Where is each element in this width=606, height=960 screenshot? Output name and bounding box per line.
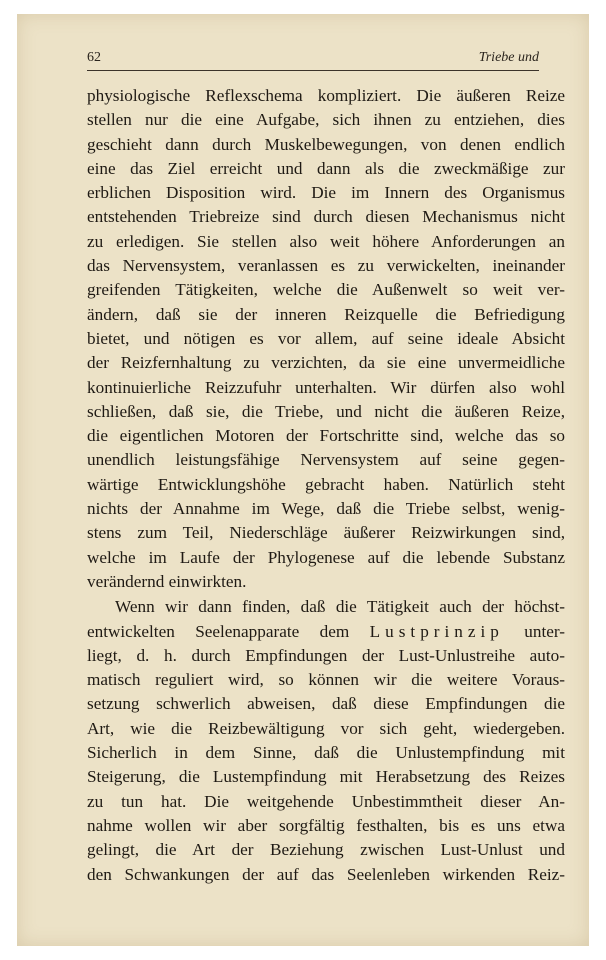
text-line: welche im Laufe der Phylogenese auf die lebende Substanz bbox=[87, 547, 565, 567]
text-line: der Reizfernhaltung zu verzichten, da sie eine unvermeidliche bbox=[87, 353, 565, 373]
text-line: die eigentlichen Motoren der Fortschritte sind, welche das so bbox=[87, 426, 565, 446]
text-line: Wenn wir dann finden, daß die Tätigkeit auch der höchst- bbox=[115, 597, 565, 617]
text-line: verändernd einwirkten. bbox=[87, 571, 247, 591]
text-line: erblichen Disposition wird. Die im Innern des Organismus bbox=[87, 183, 565, 203]
text-line: wärtige Entwicklungshöhe gebracht haben. Natürlich steht bbox=[87, 474, 565, 494]
text-line: entstehenden Triebreize sind durch diesen Mechanismus nicht bbox=[87, 207, 565, 227]
text-line: schließen, daß sie, die Triebe, und nicht die äußeren Reize, bbox=[87, 401, 565, 421]
text-line: Art, wie die Reizbewältigung vor sich geht, wiedergeben. bbox=[87, 718, 565, 738]
text-line: liegt, d. h. durch Empfindungen der Lust-Unlustreihe auto- bbox=[87, 645, 565, 665]
body-text bbox=[87, 84, 565, 887]
text-line-with-term bbox=[87, 620, 565, 644]
text-segment: unter- bbox=[524, 621, 565, 641]
text-line: nahme wollen wir aber sorgfältig festhalten, bis es uns etwa bbox=[87, 815, 565, 835]
text-line: matisch reguliert wird, so können wir die weitere Voraus- bbox=[87, 670, 565, 690]
text-line: ändern, daß sie der inneren Reizquelle die Befriedigung bbox=[87, 304, 565, 324]
text-line: geschieht dann durch Muskelbewegungen, von denen endlich bbox=[87, 134, 565, 154]
text-line: unendlich leistungsfähige Nervensystem auf seine gegen- bbox=[87, 450, 565, 470]
text-segment: entwickelten Seelenapparate dem bbox=[87, 621, 350, 641]
text-line: zu tun hat. Die weitgehende Unbestimmtheit dieser An- bbox=[87, 791, 565, 811]
paragraph-1 bbox=[87, 84, 565, 594]
spaced-term: Lustprinzip bbox=[369, 621, 504, 641]
running-head: Triebe und bbox=[478, 50, 539, 65]
text-line: das Nervensystem, veranlassen es zu verwickelten, ineinander bbox=[87, 256, 565, 276]
text-line: Sicherlich in dem Sinne, daß die Unlustempfindung mit bbox=[87, 743, 565, 763]
text-line: physiologische Reflexschema kompliziert. Die äußeren Reize bbox=[87, 86, 565, 105]
text-line: nichts der Annahme im Wege, daß die Triebe selbst, wenig- bbox=[87, 499, 565, 519]
text-line: gelingt, die Art der Beziehung zwischen Lust-Unlust und bbox=[87, 840, 565, 860]
text-line: Steigerung, die Lustempfindung mit Herabsetzung des Reizes bbox=[87, 767, 565, 787]
text-line: setzung schwerlich abweisen, daß diese Empfindungen die bbox=[87, 694, 565, 714]
text-line: bietet, und nötigen es vor allem, auf seine ideale Absicht bbox=[87, 328, 565, 348]
text-line: greifenden Tätigkeiten, welche die Außenwelt so weit ver- bbox=[87, 280, 565, 300]
page-header bbox=[87, 48, 539, 71]
text-line: stellen nur die eine Aufgabe, sich ihnen zu entziehen, dies bbox=[87, 110, 565, 130]
text-line: stens zum Teil, Niederschläge äußerer Reizwirkungen sind, bbox=[87, 523, 565, 543]
text-line: zu erledigen. Sie stellen also weit höhere Anforderungen an bbox=[87, 231, 565, 251]
page-number: 62 bbox=[87, 50, 101, 65]
text-line: eine das Ziel erreicht und dann als die zweckmäßige zur bbox=[87, 158, 565, 178]
text-line: den Schwankungen der auf das Seelenleben wirkenden Reiz- bbox=[87, 864, 565, 884]
paragraph-2 bbox=[87, 595, 565, 887]
book-page bbox=[17, 14, 589, 946]
text-line: kontinuierliche Reizzufuhr unterhalten. Wir dürfen also wohl bbox=[87, 377, 565, 397]
